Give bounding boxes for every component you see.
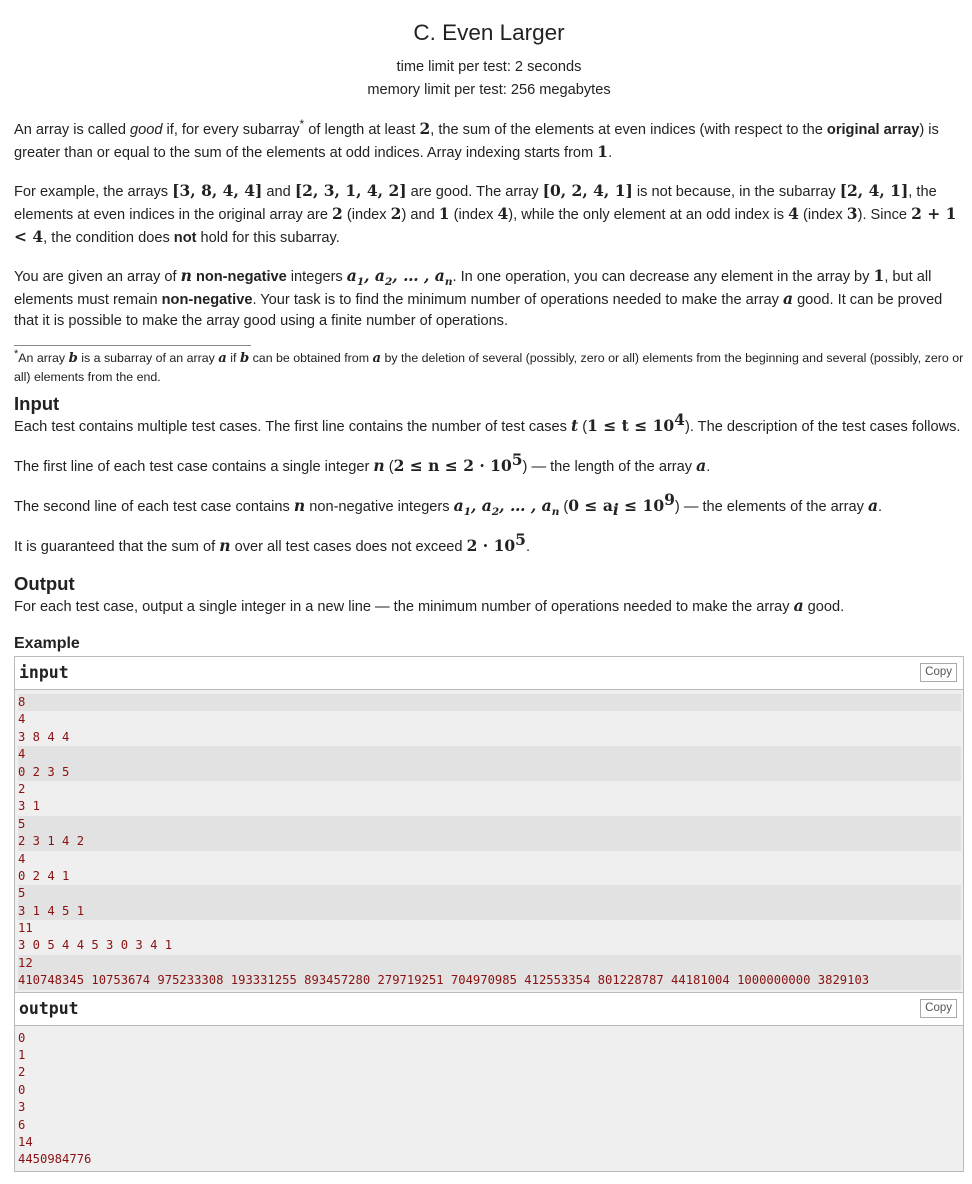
sample-input-box	[14, 656, 964, 993]
input-line: 5	[18, 816, 961, 833]
input-line: 4	[18, 746, 961, 763]
input-line: 0 2 4 1	[18, 868, 70, 883]
legend	[14, 118, 964, 386]
sample-input-content[interactable]	[15, 690, 963, 992]
input-line: 5	[18, 885, 961, 902]
output-line: 14	[18, 1134, 33, 1149]
input-line: 3 1 4 5 1	[18, 903, 961, 920]
input-paragraph-4: It is guaranteed that the sum of n over all test cases does not exceed $2 \cdot 10^5$.	[14, 530, 531, 555]
statement-paragraph-1: An array is called good if, for every subarray* of length at least 2, the sum of the elements at even indices (with respect to the original array) is greater than or equal to the sum of the elements at odd indices. Array indexing starts from 1.	[14, 117, 939, 161]
sample-output-header	[15, 993, 963, 1026]
memory-limit: memory limit per test: 256 megabytes	[367, 82, 611, 98]
sample-output-box	[14, 993, 964, 1172]
example-section	[14, 634, 964, 1172]
input-line: 2	[18, 781, 26, 796]
output-line: 6	[18, 1117, 26, 1132]
copy-input-button[interactable]: Copy	[920, 663, 957, 682]
output-heading: Output	[14, 573, 75, 594]
output-line: 0	[18, 1030, 26, 1045]
time-limit: time limit per test: 2 seconds	[396, 59, 582, 75]
problem-page	[14, 0, 964, 1172]
output-specification	[14, 573, 964, 618]
problem-title: C. Even Larger	[413, 20, 565, 45]
problem-header	[14, 19, 964, 102]
statement-paragraph-2: For example, the arrays [3, 8, 4, 4] and [2, 3, 1, 4, 2] are good. The array [0, 2, 4, 1] is not because, in the subarray [2, 4, 1], the elements at even indices in the original array are 2 (index 2) and 1 (index 4), while the only element at an odd index is 4 (index 3). Since 2 + 1 < 4, the condition does not hold for this subarray.	[14, 181, 957, 246]
input-paragraph-2: The first line of each test case contains a single integer n $(2 \le n \le 2 \cdot 10^5)$ — the length of the array a.	[14, 450, 711, 475]
footnote: *An array b is a subarray of an array a if b can be obtained from a by the deletion of several (possibly, zero or all) elements from the beginning and several (possibly, zero or all) elements from the end.	[14, 347, 964, 384]
input-specification	[14, 393, 964, 558]
input-line: 3 8 4 4	[18, 729, 70, 744]
input-line: 8	[18, 694, 961, 711]
input-line: 4	[18, 851, 26, 866]
input-line: 0 2 3 5	[18, 764, 961, 781]
output-line: 3	[18, 1100, 26, 1115]
sample-input-label: input	[19, 663, 69, 682]
output-line: 2	[18, 1065, 26, 1080]
output-line: 1	[18, 1048, 26, 1063]
output-paragraph-1: For each test case, output a single integer in a new line — the minimum number of operations needed to make the array a good.	[14, 596, 845, 615]
input-line: 3 1	[18, 799, 41, 814]
output-line: 0	[18, 1082, 26, 1097]
input-line: 12	[18, 955, 961, 972]
input-line: 2 3 1 4 2	[18, 833, 961, 850]
footnote-divider	[14, 345, 251, 346]
sample-output-content[interactable]	[15, 1026, 963, 1171]
example-title: Example	[14, 635, 80, 652]
input-heading: Input	[14, 393, 60, 414]
input-line: 4	[18, 712, 26, 727]
input-paragraph-1: Each test contains multiple test cases. The first line contains the number of test cases t $(1 \le t \le 10^4)$. The description of the test cases follows.	[14, 410, 961, 435]
input-line: 3 0 5 4 4 5 3 0 3 4 1	[18, 938, 173, 953]
input-line: 11	[18, 921, 33, 936]
copy-output-button[interactable]: Copy	[920, 999, 957, 1018]
input-line: 410748345 10753674 975233308 193331255 893457280 279719251 704970985 412553354 801228787 44181004 1000000000 3829103	[18, 972, 961, 989]
sample-input-header	[15, 657, 963, 690]
output-line: 4450984776	[18, 1152, 92, 1167]
statement-paragraph-3: You are given an array of n non-negative integers $a_1$, $a_2$, … , $a_n$. In one operation, you can decrease any element in the array by 1, but all elements must remain non-negative. Your task is to find the minimum number of operations needed to make the array a good. It can be proved that it is possible to make the array good using a finite number of operations.	[14, 266, 943, 329]
sample-output-label: output	[19, 998, 79, 1018]
input-paragraph-3: The second line of each test case contains n non-negative integers $a_1$, $a_2$, … , $a_n$ $(0 \le a_i \le 10^9)$ — the elements of the array a.	[14, 490, 883, 519]
